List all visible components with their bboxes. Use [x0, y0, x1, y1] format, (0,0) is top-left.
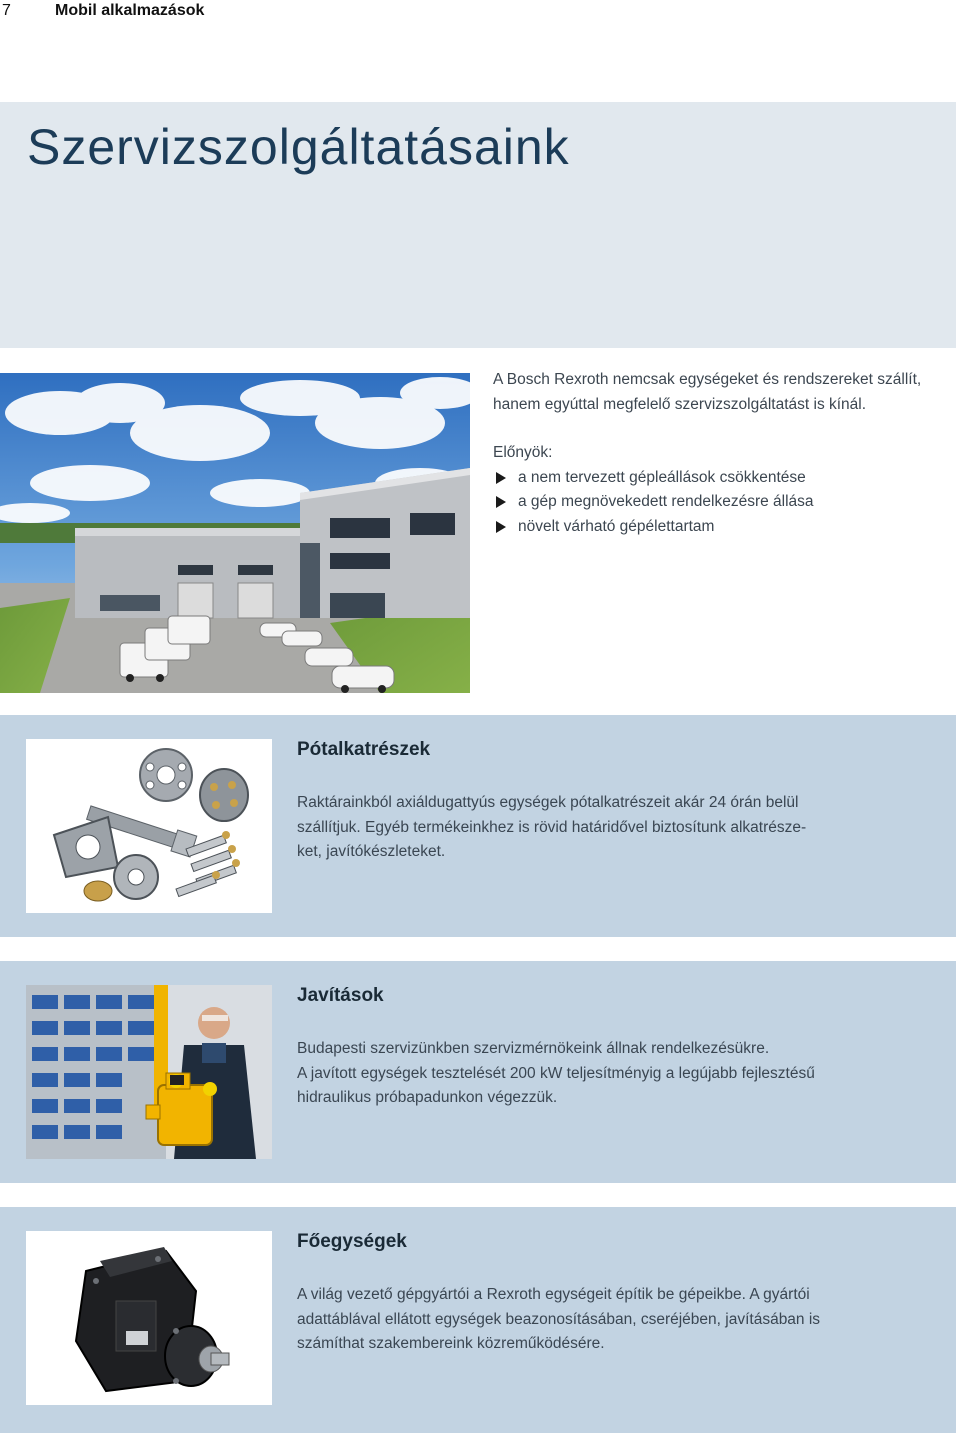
spare-parts-card: [0, 715, 956, 937]
section-title: Mobil alkalmazások: [55, 2, 205, 19]
card-text: [297, 791, 857, 865]
benefits-label: Előnyök:: [493, 444, 553, 461]
card-text-line: hidraulikus próbapadunkon végezzük.: [297, 1089, 558, 1106]
card-text-line: szállítjuk. Egyéb termékeinkhez is rövid határidővel biztosítunk alkatrésze-: [297, 818, 807, 836]
page-number: 7: [2, 2, 11, 19]
card-title: Főegységek: [297, 1231, 407, 1252]
card-text: [297, 1283, 857, 1357]
page-title: Szervizszolgáltatásaink: [27, 119, 570, 175]
card-text-line: számíthat szakembereink közreműködésére.: [297, 1335, 605, 1352]
intro-paragraph: A Bosch Rexroth nemcsak egységeket és rendszereket szállít, hanem egyúttal megfelelő szervizszolgáltatást is kínál.: [493, 371, 922, 413]
page-header: [0, 0, 960, 22]
card-title: Pótalkatrészek: [297, 739, 431, 760]
card-text-line: Raktárainkból axiáldugattyús egységek pótalkatrészeit akár 24 órán belül: [297, 794, 799, 811]
intro-section: [493, 368, 953, 539]
benefit-text: a nem tervezett gépleállások csökkentése: [518, 468, 806, 486]
repairs-photo: [26, 985, 272, 1159]
main-units-card: [0, 1207, 956, 1433]
card-text-line: Budapesti szervizünkben szervizmérnökeink állnak rendelkezésükre.: [297, 1040, 770, 1057]
bullet-arrow-icon: [496, 496, 506, 508]
benefit-text: a gép megnövekedett rendelkezésre állása: [518, 493, 814, 510]
benefit-item: [493, 515, 953, 540]
spare-parts-photo: [26, 739, 272, 913]
bullet-arrow-icon: [496, 521, 506, 533]
card-text-line: A javított egységek tesztelését 200 kW teljesítményig a legújabb fejlesztésű: [297, 1064, 815, 1082]
bullet-arrow-icon: [496, 472, 506, 484]
card-text-line: ket, javítókészleteket.: [297, 843, 446, 860]
card-text-line: adattáblával ellátott egységek beazonosításában, cseréjében, javításában is: [297, 1310, 821, 1328]
benefit-item: [493, 490, 953, 515]
card-text-line: A világ vezető gépgyártói a Rexroth egységeit építik be gépeikbe. A gyártói: [297, 1286, 810, 1303]
repairs-card: [0, 961, 956, 1183]
hydraulic-pump-photo: [26, 1231, 272, 1405]
card-text: [297, 1037, 857, 1111]
benefit-item: [493, 466, 953, 491]
service-building-photo: [0, 373, 470, 693]
benefit-text: növelt várható gépélettartam: [518, 517, 715, 535]
card-title: Javítások: [297, 985, 384, 1006]
